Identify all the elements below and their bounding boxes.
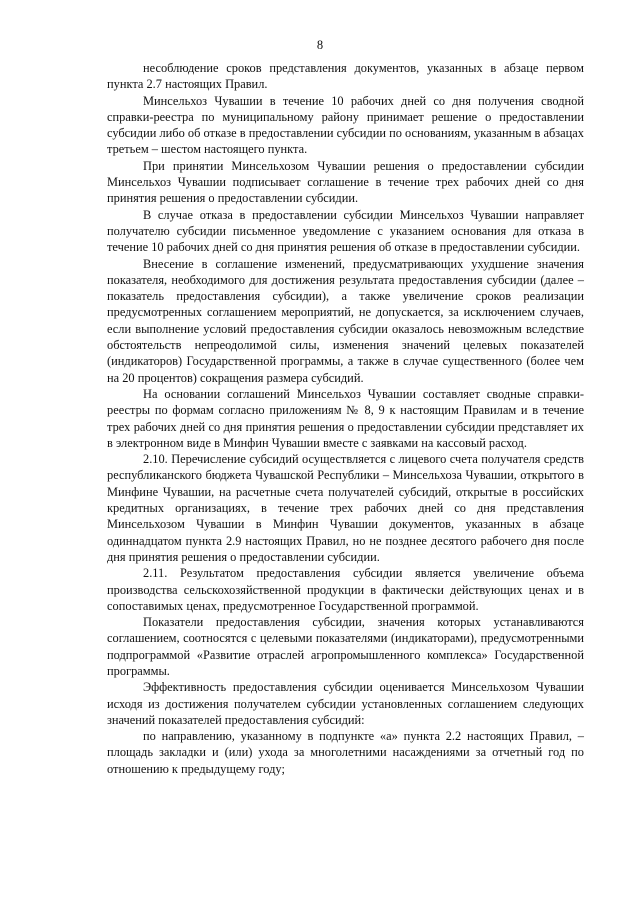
paragraph: В случае отказа в предоставлении субсидии Минсельхоз Чувашии направляет получателю субсидии письменное уведомление с указанием основания для отказа в течение 10 рабочих дней со дня принятия решения об отказе в предоставлении субсидии. <box>107 207 584 255</box>
paragraph: При принятии Минсельхозом Чувашии решения о предоставлении субсидии Минсельхоз Чувашии подписывает соглашение в течение трех рабочих дней со дня принятия решения о предоставлении субсидии. <box>107 158 584 206</box>
document-body <box>107 60 584 777</box>
paragraph: На основании соглашений Минсельхоз Чувашии составляет сводные справки-реестры по формам согласно приложениям № 8, 9 к настоящим Правилам и в течение трех рабочих дней со дня принятия решения о предоставлении субсидии представляет их в электронном виде в Минфин Чувашии вместе с заявками на кассовый расход. <box>107 386 584 450</box>
paragraph: несоблюдение сроков представления документов, указанных в абзаце первом пункта 2.7 настоящих Правил. <box>107 61 584 92</box>
paragraph: по направлению, указанному в подпункте «а» пункта 2.2 настоящих Правил, – площадь закладки и (или) ухода за многолетними насаждениями за отчетный год по отношению к предыдущему году; <box>107 729 584 776</box>
paragraph: 2.10. Перечисление субсидий осуществляется с лицевого счета получателя средств республиканского бюджета Чувашской Республики – Минсельхоза Чувашии, открытого в Минфине Чувашии, на расчетные счета получателей субсидий, открытые в российских кредитных организациях, в течение трех рабочих дней со дня представления Минсельхозом Чувашии в Минфин Чувашии документов, указанных в абзаце одиннадцатом пункта 2.9 настоящих Правил, но не позднее десятого рабочего дня после дня принятия решения о предоставлении субсидии. <box>107 452 584 564</box>
paragraph: 2.11. Результатом предоставления субсидии является увеличение объема производства сельскохозяйственной продукции в фактически действующих ценах и в сопоставимых ценах, предусмотренное Государственной программой. <box>107 566 584 613</box>
paragraph: Внесение в соглашение изменений, предусматривающих ухудшение значения показателя, необходимого для достижения результата предоставления субсидии (далее – показатель предоставления субсидии), а также увеличение сроков реализации предусмотренных соглашением мероприятий, не допускается, за исключением случаев, если выполнение условий предоставления субсидии оказалось невозможным вследствие обстоятельств непреодолимой силы, изменения значений целевых показателей (индикаторов) Государственной программы, а также в случае существенного (более чем на 20 процентов) сокращения размера субсидий. <box>107 256 584 385</box>
paragraph: Эффективность предоставления субсидии оценивается Минсельхозом Чувашии исходя из достижения получателем субсидии установленных соглашением следующих значений показателей предоставления субсидий: <box>107 680 584 727</box>
page-number: 8 <box>316 38 324 52</box>
paragraph: Показатели предоставления субсидии, значения которых устанавливаются соглашением, соотносятся с целевыми показателями (индикаторами), предусмотренными подпрограммой «Развитие отраслей агропромышленного комплекса» Государственной программы. <box>107 615 584 678</box>
paragraph: Минсельхоз Чувашии в течение 10 рабочих дней со дня получения сводной справки-реестра по муниципальному району принимает решение о предоставлении субсидии либо об отказе в предоставлении субсидии по основаниям, указанным в абзацах третьем – шестом настоящего пункта. <box>107 93 584 157</box>
